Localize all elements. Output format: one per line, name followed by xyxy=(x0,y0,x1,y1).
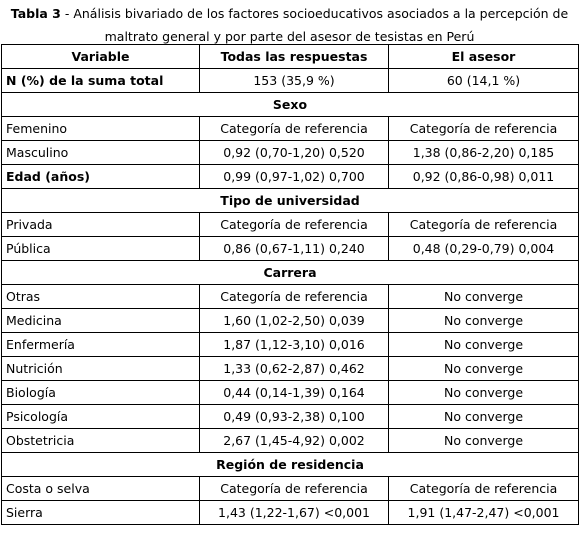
header-advisor: El asesor xyxy=(389,45,579,69)
table-row xyxy=(2,333,579,357)
section-row xyxy=(2,453,579,477)
row-advisor: 1,91 (1,47-2,47) <0,001 xyxy=(389,501,579,525)
row-all-responses: 1,43 (1,22-1,67) <0,001 xyxy=(200,501,389,525)
row-advisor: No converge xyxy=(389,285,579,309)
table-row xyxy=(2,309,579,333)
row-advisor: No converge xyxy=(389,429,579,453)
row-all-responses: Categoría de referencia xyxy=(200,117,389,141)
row-variable: Sierra xyxy=(2,501,200,525)
row-all-responses: 1,33 (0,62-2,87) 0,462 xyxy=(200,357,389,381)
row-variable: Pública xyxy=(2,237,200,261)
row-advisor: 0,92 (0,86-0,98) 0,011 xyxy=(389,165,579,189)
row-variable: Obstetricia xyxy=(2,429,200,453)
header-all-responses: Todas las respuestas xyxy=(200,45,389,69)
row-all-responses: Categoría de referencia xyxy=(200,285,389,309)
table-row xyxy=(2,165,579,189)
row-advisor: No converge xyxy=(389,405,579,429)
row-all-responses: 0,44 (0,14-1,39) 0,164 xyxy=(200,381,389,405)
caption-label: Tabla 3 xyxy=(10,6,61,21)
row-all-responses: 1,60 (1,02-2,50) 0,039 xyxy=(200,309,389,333)
section-row xyxy=(2,189,579,213)
row-variable: Psicología xyxy=(2,405,200,429)
section-label: Carrera xyxy=(2,261,579,285)
row-all-responses: 1,87 (1,12-3,10) 0,016 xyxy=(200,333,389,357)
row-variable: Costa o selva xyxy=(2,477,200,501)
section-label: Región de residencia xyxy=(2,453,579,477)
table-row xyxy=(2,381,579,405)
row-variable: N (%) de la suma total xyxy=(2,69,200,93)
header-row xyxy=(2,45,579,69)
section-label: Tipo de universidad xyxy=(2,189,579,213)
row-variable: Otras xyxy=(2,285,200,309)
caption-text: - Análisis bivariado de los factores socioeducativos asociados a la percepción de maltrato general y por parte del asesor de tesistas en Perú xyxy=(60,6,569,44)
row-variable: Masculino xyxy=(2,141,200,165)
row-variable: Nutrición xyxy=(2,357,200,381)
table-row xyxy=(2,429,579,453)
row-advisor: No converge xyxy=(389,309,579,333)
row-advisor: 1,38 (0,86-2,20) 0,185 xyxy=(389,141,579,165)
row-advisor: Categoría de referencia xyxy=(389,213,579,237)
row-all-responses: Categoría de referencia xyxy=(200,477,389,501)
section-label: Sexo xyxy=(2,93,579,117)
row-all-responses: 0,49 (0,93-2,38) 0,100 xyxy=(200,405,389,429)
table-row xyxy=(2,213,579,237)
row-all-responses: 0,99 (0,97-1,02) 0,700 xyxy=(200,165,389,189)
row-variable: Medicina xyxy=(2,309,200,333)
row-advisor: No converge xyxy=(389,357,579,381)
row-all-responses: 2,67 (1,45-4,92) 0,002 xyxy=(200,429,389,453)
row-variable: Biología xyxy=(2,381,200,405)
row-advisor: Categoría de referencia xyxy=(389,117,579,141)
row-advisor: 0,48 (0,29-0,79) 0,004 xyxy=(389,237,579,261)
table-row xyxy=(2,237,579,261)
table-row xyxy=(2,285,579,309)
row-all-responses: 0,86 (0,67-1,11) 0,240 xyxy=(200,237,389,261)
table-body xyxy=(2,69,579,525)
row-advisor: 60 (14,1 %) xyxy=(389,69,579,93)
row-variable: Edad (años) xyxy=(2,165,200,189)
table-row xyxy=(2,501,579,525)
table-row xyxy=(2,405,579,429)
row-variable: Femenino xyxy=(2,117,200,141)
table-row xyxy=(2,69,579,93)
table-caption xyxy=(0,0,579,48)
section-row xyxy=(2,93,579,117)
row-advisor: No converge xyxy=(389,381,579,405)
table-row xyxy=(2,477,579,501)
table-row xyxy=(2,141,579,165)
section-row xyxy=(2,261,579,285)
row-variable: Enfermería xyxy=(2,333,200,357)
results-table xyxy=(1,44,579,525)
row-all-responses: 153 (35,9 %) xyxy=(200,69,389,93)
row-advisor: No converge xyxy=(389,333,579,357)
row-all-responses: Categoría de referencia xyxy=(200,213,389,237)
table-row xyxy=(2,357,579,381)
table-row xyxy=(2,117,579,141)
header-variable: Variable xyxy=(2,45,200,69)
row-all-responses: 0,92 (0,70-1,20) 0,520 xyxy=(200,141,389,165)
row-variable: Privada xyxy=(2,213,200,237)
row-advisor: Categoría de referencia xyxy=(389,477,579,501)
